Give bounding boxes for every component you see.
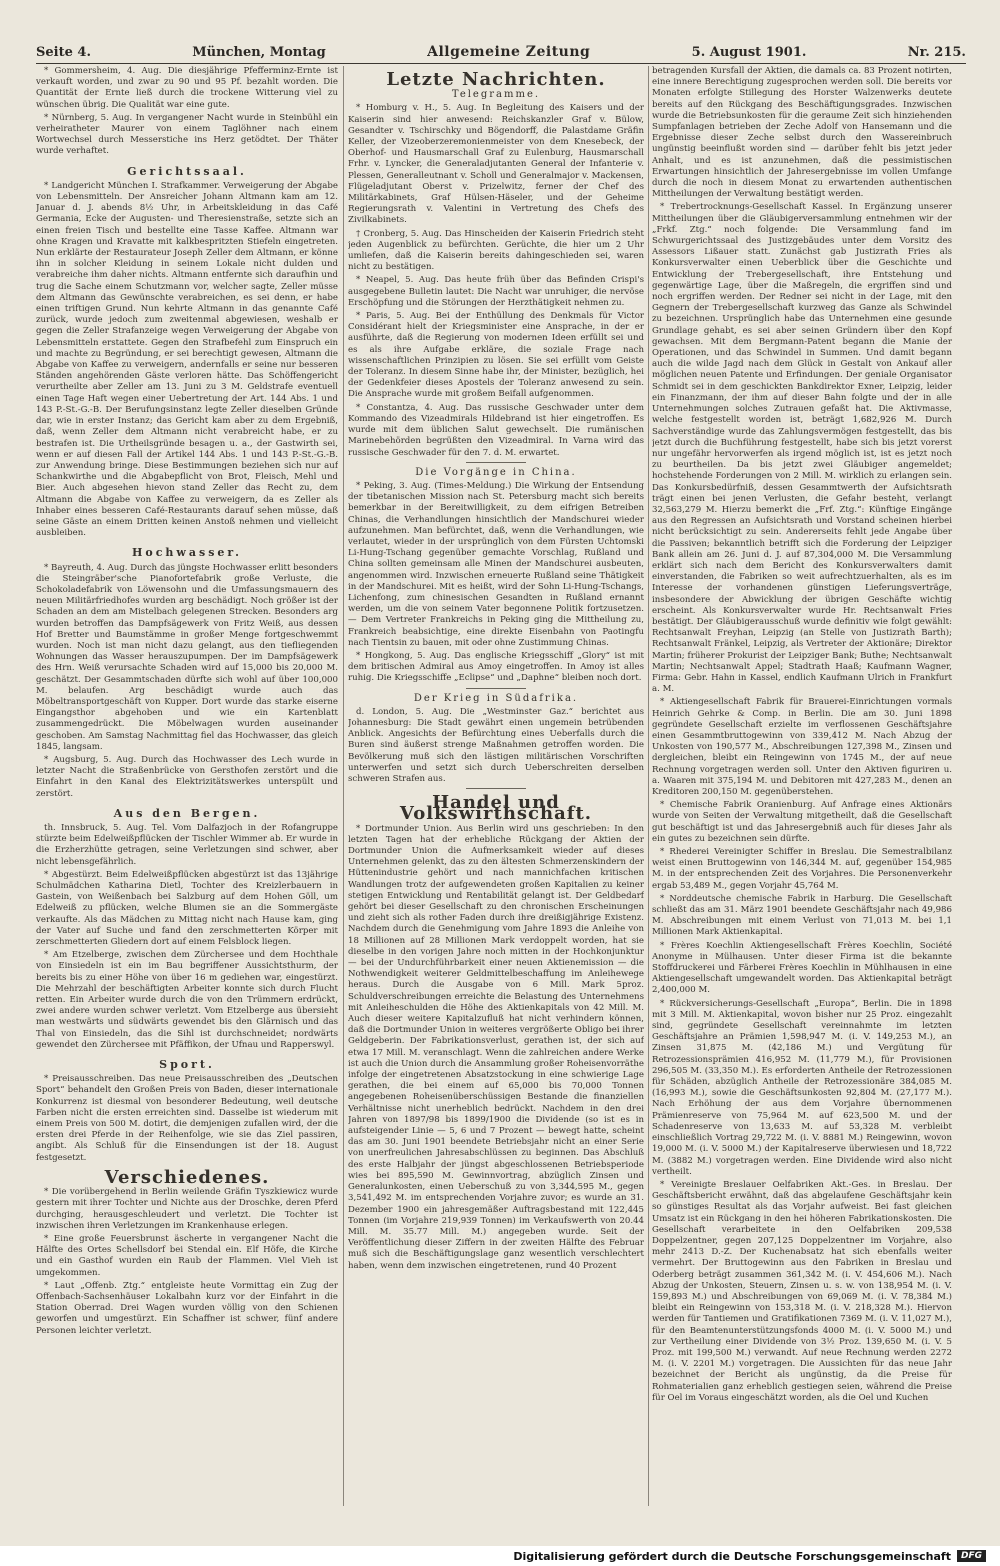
article-augsburg: * Augsburg, 5. Aug. Durch das Hochwasser des Lech wurde in letzter Nacht die Straßenbrücke von Gersthofen zerstört und die Einfahrt in den Kanal des Elektrizitätswerkes unterspült und zerstört. xyxy=(36,754,338,799)
article-bayreuth: * Bayreuth, 4. Aug. Durch das jüngste Hochwasser erlitt besonders die Steingräber'sche Pianofortefabrik große Verluste, die Schokoladefabrik von Löwensohn und die Umfassungsmauern des neuen Militärfriedhofes wurden arg beschädigt. Noch größer ist der Schaden an dem am Mistelbach gelegenen Strecken. Besonders arg wurden betroffen das Dampfsägewerk von Fritz Weiß, aus dessen Hof Bretter und Baumstämme in großer Menge fortgeschwemmt wurden. Noch ist man nicht dazu gelangt, aus den tiefliegenden Wohnungen das Wasser herauszupumpen. Der im Dampfsägewerk des Hrn. Weiß verursachte Schaden wird auf 15,000 bis 20,000 M. geschätzt. Der Gesammtschaden dürfte sich wohl auf über 100,000 M. belaufen. Arg beschädigt wurde auch das Möbeltransportgeschäft von Kupper. Dort wurde das starke eiserne Eingangsthor abgehoben und wie ein Kartenblatt zusammengedrückt. Die Möbelwagen wurden auseinander geschoben. Am Samstag Nachmittag fiel das Hochwasser, das gleich 1845, langsam. xyxy=(36,562,338,752)
article-innsbruck: th. Innsbruck, 5. Aug. Tel. Vom Dalfazjoch in der Rofangruppe stürzte beim Edelweißpflücken der Tischler Wimmer ab. Er wurde in die Erzherzhütte getragen, seine Verletzungen sind schwer, aber nicht lebensgefährlich. xyxy=(36,823,338,867)
issue-date: 5. August 1901. xyxy=(691,45,807,60)
dfg-logo: DFG xyxy=(957,1550,986,1562)
article-freres-koechlin: * Frères Koechlin Aktiengesellschaft Frères Koechlin, Société Anonyme in Mülhausen. Unter dieser Firma ist die bekannte Stoffdruckerei und Färberei Frères Koechlin in Mühlhausen in eine Aktiengesellschaft umgewandelt worden. Das Aktienkapital beträgt 2,400,000 M. xyxy=(652,940,952,996)
column-right xyxy=(652,66,952,1506)
article-nuernberg: * Nürnberg, 5. Aug. In vergangener Nacht wurde in Steinbühl ein verheiratheter Maurer von einem Taglöhner nach einem Wortwechsel durch Messerstiche ins Herz getödtet. Der Thäter wurde verhaftet. xyxy=(36,112,338,157)
article-abgestuerzt: * Abgestürzt. Beim Edelweißpflücken abgestürzt ist das 13jährige Schulmädchen Katharina Dietl, Tochter des Kreizlerbauern in Gastein, von Weißenbach bei Salzburg auf dem Hohen Göll, um Edelweiß zu pflücken, welche Blumen sie an die Sommergäste verkaufte. Als das Mädchen zu Mittag nicht nach Hause kam, ging der Vater auf Suche und fand den zerschmetterten Körper mit zerschmetterten Gliedern dort auf einem Felsblock liegen. xyxy=(36,869,338,948)
subheading-china: Die Vorgänge in China. xyxy=(415,466,577,478)
section-heading-misc: Verschiedenes. xyxy=(104,1166,270,1188)
section-heading-sport: Sport. xyxy=(159,1058,215,1072)
article-dortmunder-union-cont: betragenden Kursfall der Aktien, die damals ca. 83 Prozent notirten, eine innere Berechtigung zugesprochen werden soll. Die bereits vor Monaten erfolgte Stillegung des Horster Walzenwerks deutete bereits auf den Rückgang des Beschäftigungsgrades. Inzwischen wurde die Betriebsunkosten für die geraume Zeit sich hinziehenden Sumpfanlagen betrieben der Zeche Adolf von Hansemann und die Ergebnisse dieser Zeche selbst durch den Wassereinbruch ungünstig beeinflußt worden sind — darüber fehlt bis jetzt jeder Anhalt, und es ist anzunehmen, daß die pessimistischen Erwartungen hinsichtlich der Jahresergebnisse im vollen Umfange durch die noch in diesem Monat zu erwartenden authentischen Mittheilungen der Verwaltung bestätigt werden. xyxy=(652,66,952,200)
column-left xyxy=(36,66,338,1506)
masthead xyxy=(36,40,966,64)
article-oelfabriken-breslau: * Vereinigte Breslauer Oelfabriken Akt.-Ges. in Breslau. Der Geschäftsbericht erwähnt, daß das abgelaufene Geschäftsjahr kein so günstiges Resultat als das Vorjahr aufweist. Bei fast gleichen Umsatz ist ein Rückgang in den hei höheren Fabrikationskosten. Die Gesellschaft verarbeitete in den Oelfabriken 209,538 Doppelzentner, gegen 207,125 Doppelzentner im Vorjahre, also mehr 2413 D.-Z. Der Kuchenabsatz hat sich ebenfalls weiter vermehrt. Der Bruttogewinn aus den Fabriken in Breslau und Oderberg beträgt zusammen 361,342 M. (i. V. 454,606 M.). Nach Abzug der Unkosten, Steuern, Zinsen u. s. w. von 138,954 M. (i. V. 159,893 M.) und Abschreibungen von 69,069 M. (i. V. 78,384 M.) bleibt ein Reingewinn von 153,318 M. (i. V. 218,328 M.). Hiervon werden für Tantiemen und Gratifikationen 7369 M. (i. V. 11,027 M.), für den Beamtenunterstützungsfonds 4000 M. (i. V. 5000 M.) und zur Vertheilung einer Dividende von 3½ Proz. 139,650 M. (i. V. 5 Proz. mit 199,500 M.) verwandt. Auf neue Rechnung werden 2272 M. (i. V. 2201 M.) vorgetragen. Die Aussichten für das neue Jahr bezeichnet der Bericht als ungünstig, da die Preise für Rohmaterialien ganz erheblich gestiegen seien, während die Preise für Oel im Voraus eingeschätzt worden, als die Oel und Kuchen xyxy=(652,1179,952,1403)
article-paris: * Paris, 5. Aug. Bei der Enthüllung des Denkmals für Victor Considérant hielt der Kriegsminister eine Ansprache, in der er ausführte, daß die Regierung von modernen Ideen erfüllt sei und es als ihre Aufgabe erkläre, die soziale Frage nach wissenschaftlichen Prinzipien zu lösen. Sie sei erfüllt vom Geiste der Toleranz. In diesem Sinne habe ihr, der Minister, bezüglich, hei der Gedenkfeier dieses Apostels der Toleranz anwesend zu sein. Die Ansprache wurde mit großem Beifall aufgenommen. xyxy=(348,311,644,400)
column-divider xyxy=(343,66,344,1506)
subheading-south-africa: Der Krieg in Südafrika. xyxy=(413,692,579,704)
article-gommersheim: * Gommersheim, 4. Aug. Die diesjährige Pfefferminz-Ernte ist verkauft worden, und zwar zu 90 und 95 Pf. bezahlt worden. Die Quantität der Ernte ließ durch die trockene Witterung viel zu wünschen übrig. Die Qualität war eine gute. xyxy=(36,66,338,110)
footer-credit: Digitalisierung gefördert durch die Deutsche Forschungsgemeinschaft xyxy=(513,1549,951,1563)
article-preisausschreiben: * Preisausschreiben. Das neue Preisausschreiben des „Deutschen Sport“ behandelt den Großen Preis von Baden, dieser internationale Konkurrenz ist diesmal von besonderer Bedeutung, weil deutsche Farben nicht die ersten erreichten sind. Dasselbe ist wiederum mit einem Preis von 500 M. dotirt, die demjenigen zufallen wird, der die ersten drei Pferde in der Reihenfolge, wie sie das Ziel passiren, angibt. Als Schluß für die Einsendungen ist der 18. August festgesetzt. xyxy=(36,1074,338,1163)
article-tyszkiewicz: * Die vorübergehend in Berlin weilende Gräfin Tyszkiewicz wurde gestern mit ihrer Tochter und Nichte aus der Droschke, deren Pferd durchging, herausgeschleudert und verletzt. Die Tochter ist inzwischen ihren Verletzungen im Krankenhause erlegen. xyxy=(36,1187,338,1231)
digitization-footer xyxy=(0,1546,1000,1566)
article-dortmunder-union: * Dortmunder Union. Aus Berlin wird uns geschrieben: In den letzten Tagen hat der erhebliche Rückgang der Aktien der Dortmunder Union die Aufmerksamkeit wieder auf dieses Unternehmen gelenkt, das zu den ältesten Schmerzenskindern der Hüttenindustrie gehört und nach mannichfachen kritischen Wandlungen trotz der aufgewendeten großen Kapitalien zu keiner stetigen Entwicklung und Rentabilität gelangt ist. Der Geldbedarf gehört bei dieser Gesellschaft zu den chronischen Erscheinungen und zieht sich als rother Faden durch ihre dreißigjährige Existenz. Nachdem durch die Genehmigung vom Jahre 1893 die Anleihe von 18 Millionen auf 28 Millionen Mark verdoppelt worden, hat sie dieselbe in den vorigen Jahre noch mitten in der Hochkonjunktur — bei der Undurchführbarkeit einer neuen Aktienemission — die Nothwendigkeit weiterer Geldmittelbeschaffung im Anleihewege heraus. Durch die Ausgabe von 6 Mill. Mark 5proz. Schuldverschreibungen erreichte die Belastung des Unternehmens mit Anleiheschulden die Höhe des Aktienkapitals von 42 Mill. M. Auch dieser weitere Kapitalzufluß hat nicht verhindern können, daß die Dortmunder Union in weiteres vergrößerte Obligo bei ihrer Geldgeberin. Der Fabrikationsverlust, gerathen ist, der sich auf etwa 17 Mill. M. veranschlagt. Wenn die zahlreichen andere Werke ist auch die Union durch die Ansammlung großer Roheisenvorräthe infolge der eingetretenen Absatzstockung in eine schwierige Lage gerathen, die bei einem auf 65,000 bis 70,000 Tonnen angegebenen Roheisenüberschüssigen Bestande die finanziellen Verhältnisse nicht unerheblich bedrückt. Nachdem in den drei Jahren von 1897/98 bis 1899/1900 die Dividende (so ist es in aufsteigender Linie — 5, 6 und 7 Prozent — bewegt hatte, scheint das am 30. Juni 1901 beendete Betriebsjahr nicht an einer Serie von unerfreulichen Jahresabschlüssen zu beginnen. Das Abschluß des erste Halbjahr der jüngst abgeschlossenen Betriebsperiode wies bei 895,590 M. Gewinnvortrag, abzüglich Zinsen und Generalunkosten, einen Ueberschuß zu von 3,344,595 M., gegen 3,541,492 M. im entsprechenden Vorjahre zuvor; es wurde an 31. Dezember 1900 ein jahresgemäßer Auftragsbestand mit 122,445 Tonnen (im Vorjahre 219,939 Tonnen) im Verkaufswerth von 20.44 Mill. M. 35.77 Mill. M.) angegeben wurde. Seit der Veröffentlichung dieser Ziffern in der zweiten Hälfte des Februar muß sich die Beschäftigungslage ganz wesentlich verschlechtert haben, wenn dem inzwischen eingetretenen, rund 40 Prozent xyxy=(348,823,644,1271)
article-hongkong: * Hongkong, 5. Aug. Das englische Kriegsschiff „Glory“ ist mit dem britischen Admiral aus Amoy eingetroffen. In Amoy ist alles ruhig. Die Kriegsschiffe „Eclipse“ und „Daphne“ bleiben noch dort. xyxy=(348,650,644,684)
article-homburg: * Homburg v. H., 5. Aug. In Begleitung des Kaisers und der Kaiserin sind hier anwesend: Reichskanzler Graf v. Bülow, Gesandter v. Tschirschky und Bögendorff, die Palastdame Gräfin Keller, der Vizeoberzeremonienmeister von dem Knesebeck, der Oberhof- und Hausmarschall Graf zu Eulenburg, Hausmarschall Frhr. v. Lyncker, die Generaladjutanten General der Infanterie v. Plessen, Generalleutnant v. Scholl und Generalmajor v. Mackensen, Flügeladjutant Oberst v. Prizelwitz, ferner der Chef des Militärkabinets, Graf Hülsen-Häseler, und der Geheime Regierungsrath v. Valentini in Vertretung des Chefs des Zivilkabinets. xyxy=(348,103,644,226)
column-middle xyxy=(348,66,644,1506)
article-peking: * Peking, 3. Aug. (Times-Meldung.) Die Wirkung der Entsendung der tibetanischen Mission nach St. Petersburg macht sich bereits bemerkbar in der Bereitwilligkeit, zu dem eifrigen Betreiben Chinas, die Verhandlungen hinsichtlich der Mandschurei wieder aufzunehmen. Man befürchtet, daß, wenn die Verhandlungen, wie verlautet, wieder in der ursprünglich von dem Fürsten Uchtomski Li-Hung-Tschang gegenüber gemachte Vorschlag, Rußland und China sollten gemeinsam alle Minen der Mandschurei ausbeuten, angenommen wird. Inzwischen erneuerte Rußland seine Thätigkeit in der Mandschurei. Mit es heißt, wird der Sohn Li-Hung-Tschangs, Lichenfong, zum chinesischen Gesandten in Rußland ernannt werden, um die von seinem Vater begonnene Politik fortzusetzen. — Dem Vertreter Frankreichs in Peking ging die Mittheilung zu, Frankreich beabsichtige, eine direkte Eisenbahn von Paotingfu nach Tientsin zu bauen, mit oder ohne Zustimmung Chinas. xyxy=(348,480,644,648)
article-brauerei-einrichtungen: * Aktiengesellschaft Fabrik für Brauerei-Einrichtungen vormals Heinrich Gehrke & Comp. in Berlin. Die am 30. Juni 1898 gegründete Gesellschaft erzielte im verflossenen Geschäftsjahre einen Gesammtbruttogewinn von 339,412 M. Nach Abzug der Unkosten von 190,577 M., Abschreibungen 127,398 M., Zinsen und dergleichen, bleibt ein Reingewinn von 1745 M., der auf neue Rechnung vorgetragen werden soll. Unter den Aktiven figuriren u. a. Waaren mit 375,194 M. und Debitoren mit 427,283 M., denen an Kreditoren 200,150 M. gegenüberstehen. xyxy=(652,697,952,797)
article-trebertrocknung: * Trebertrocknungs-Gesellschaft Kassel. In Ergänzung unserer Mittheilungen über die Gläubigerversammlung entnehmen wir der „Frkf. Ztg.“ noch folgende: Die Versammlung fand im Schwurgerichtssaal des Justizgebäudes unter dem Vorsitz des Assessors Lißauer statt. Zunächst gab Justizrath Fries als Konkursverwalter einen Ueberblick über die Geschichte und Entwicklung der Trebergesellschaft, ihre Entstehung und gegenwärtige Lage, über die Maßregeln, die ergriffen sind und noch ergriffen werden. Der Redner sei nicht in der Lage, mit den Gegnern der Trebergesellschaft kurzweg das Ganze als Schwindel zu bezeichnen. Ursprünglich habe das Unternehmen eine gesunde Grundlage gehabt, es sei aber seinen Gründern über den Kopf gewachsen. Mit dem Bergmann-Patent begann die Manie der Operationen, und das Schwindel in Summen. Und damit begann auch die wilde Jagd nach dem Glück in Gestalt von Ankauf aller möglichen neuen Patente und Erfindungen. Der geniale Organisator Schmidt sei in dem geschickten Bankdirektor Exner, Leipzig, leider ein Finanzmann, der ihm auf dieser Bahn folgte und der in alle Unternehmungen solches Zutrauen gefaßt hat. Die Aktivmasse, welche festgestellt worden ist, beträgt 1,682,926 M. Durch Sachverständige wurde das Zahlungsvermögen festgestellt, das bis jetzt durch die Buchführung festgestellt, habe sich bis jetzt vorerst nur ungefähr hervorwerfen als irgend möglich ist, ist es jetzt noch zu beurtheilen. Da bis jetzt zwei Gläubiger angemeldet; hochstehende Forderungen von 2 Mill. M. wirklich zu erlangen sein. Das Konkursbedürfniß, dessen Gesammtwerth der Aufsichtsrath trägt einen bei jenen Verlusten, die Gefahr besteht, verlangt 32,563,279 M. Hierzu bemerkt die „Frf. Ztg.“: Künftige Eingänge aus den Regressen an Aufsichtsrath und Vorstand scheinen hierbei nicht berücksichtigt zu sein. Andererseits fehlt jede Angabe über die Passiven; bekanntlich betrifft sich die Forderung der Leipziger Bank allein am 26. Juni d. J. auf 87,304,000 M. Die Versammlung erklärt sich nach dem Bericht des Konkursverwalters damit einverstanden, die Fabriken so weit aufrechtzuerhalten, als es im Interesse der vorhandenen günstigen Lieferungsverträge, insbesondere der Abwicklung der übrigen Geschäfte wichtig erscheint. Als Konkursverwalter wurde Hr. Rechtsanwalt Fries bestätigt. Der Gläubigerausschuß wurde definitiv wie folgt gewählt: Rechtsanwalt Freyhan, Leipzig (an Stelle von Justizrath Barth); Rechtsanwalt Fränkel, Leipzig, als Vertreter der Aktionäre; Direktor Martin; früherer Prokurist der Leipziger Bank; Buthe; Nechtsanwalt Martin; Nechtsanwalt Appel; Stadtrath Haaß; Kaufmann Wagner, Firma: Gebr. Hahn in Kassel, endlich Kaufmann Ulrich in Frankfurt a. M. xyxy=(652,202,952,695)
section-heading-mountains: Aus den Bergen. xyxy=(113,806,261,820)
column-divider xyxy=(648,66,649,1506)
section-heading-court: Gerichtssaal. xyxy=(127,164,247,178)
article-etzelberg: * Am Etzelberge, zwischen dem Zürchersee und dem Hochthale von Einsiedeln ist ein im Bau begriffener Aussichtsthurm, der bereits bis zu einer Höhe von über 16 m gediehen war, eingestürzt. Die Mehrzahl der beschäftigten Arbeiter konnte sich durch Flucht retten. Ein Arbeiter wurde durch die von den Trümmern erdrückt, zwei andere wurden schwer verletzt. Vom Etzelberge aus übersieht man westwärts und südwärts gewendet bis den Glärnisch und das Thal von Einsiedeln, das die Sihl ist durchschneidet; nordwärts gewendet den Zürchersee mit Pfäffikon, der Ufnau und Rapperswyl. xyxy=(36,950,338,1050)
article-feuersbrunst: * Eine große Feuersbrunst äscherte in vergangener Nacht die Hälfte des Ortes Schellsdorf bei Stendal ein. Elf Höfe, die Kirche und ein Gasthof wurden ein Raub der Flammen. Viel Vieh ist umgekommen. xyxy=(36,1233,338,1278)
separator xyxy=(466,688,526,689)
article-chemische-fabrik-oranienburg: * Chemische Fabrik Oranienburg. Auf Anfrage eines Aktionärs wurde von Seiten der Verwaltung mitgetheilt, daß die Gesellschaft gut beschäftigt ist und das Jahresergebniß auch für dieses Jahr als ein gutes zu bezeichnen sein dürfte. xyxy=(652,800,952,844)
article-cronberg: † Cronberg, 5. Aug. Das Hinscheiden der Kaiserin Friedrich steht jeden Augenblick zu befürchten. Gerüchte, die hier um 2 Uhr umliefen, daß die Kaiserin bereits dahingeschieden sei, waren nicht zu bestätigen. xyxy=(348,228,644,273)
section-heading-flood: Hochwasser. xyxy=(131,546,243,560)
article-neapel: * Neapel, 5. Aug. Das heute früh über das Befinden Crispi's ausgegebene Bulletin lautet: Die Nacht war unruhiger, die nervöse Erschöpfung und die Störungen der Herzthätigkeit nehmen zu. xyxy=(348,275,644,308)
article-offenbach: * Laut „Offenb. Ztg.“ entgleiste heute Vormittag ein Zug der Offenbach-Sachsenhäuser Lokalbahn kurz vor der Einfahrt in die Station Oberrad. Drei Wagen wurden völlig von den Schienen geworfen und umgestürzt. Ein Schaffner ist schwer, fünf andere Personen leichter verletzt. xyxy=(36,1280,338,1336)
separator xyxy=(466,462,526,463)
article-landgericht: * Landgericht München I. Strafkammer. Verweigerung der Abgabe von Lebensmitteln. Der Ansreicher Johann Altmann kam am 12. Januar d. J. abends 8½ Uhr, in Arbeitskleidung in das Café Germania, Ecke der Augusten- und Theresienstraße, setzte sich an einen freien Tisch und bestellte eine Tasse Kaffee. Altmann war ohne Kragen und Kravatte mit kalkbespritzten Stiefeln eingetreten. Nun erklärte der Restaurateur Joseph Zeller dem Altmann, er könne ihn in solcher Kleidung in seinem Lokale nicht dulden und verabreiche ihm daher nichts. Altmann entfernte sich daraufhin und trug die Sache einem Schutzmann vor, welcher sagte, Zeller müsse dem Altmann das Gewünschte verabreichen, es sei denn, er habe einen triftigen Grund. Nun kehrte Altmann in das genannte Café zurück, wurde jedoch zum zweitenmal abgewiesen, weshalb er gegen die Zeller Strafanzeige wegen Verweigerung der Abgabe von Lebensmitteln erstattete. Gegen den Strafbefehl zum Einspruch ein und machte zu Begründung, er sei berechtigt gewesen, Altmann die Abgabe von Kaffee zu verweigern, andernfalls er seine nur besseren Ständen angehörenden Gäste verloren hätte. Das Schöffengericht verurtheilte aber Zeller am 13. Juni zu 3 M. Geldstrafe eventuell einen Tage Haft wegen einer Uebertretung der Art. 144 Abs. 1 und 143 P.-St.-G.-B. Der Berufungsinstanz legte Zeller dieselben Gründe dar, wie in erster Instanz; das Gericht kam aber zu dem Ergebniß, daß, wenn Zeller dem Altmann nicht verabreicht habe, er zu bestrafen ist. Die Urtheilsgründe besagen u. a., der Gastwirth sei, wenn er auf diesen Fall der Artikel 144 Abs. 1 und 143 P.-St.-G.-B. zur Anwendung bringe. Diese Bestimmungen beziehen sich nur auf Schankwirthe und die Abgabepflicht von Brot, Fleisch, Mehl und Bier. Auch abgesehen hievon stand Zeller das Recht zu, dem Altmann die Abgabe von Kaffee zu verweigern, da es Zeller als Inhaber eines besseren Café-Restaurants darauf sehen müsse, daß seine Gäste an einem Dritten keinen Anstoß nehmen und vielleicht ausbleiben. xyxy=(36,180,338,539)
subheading-telegrams: Telegramme. xyxy=(451,89,541,101)
separator xyxy=(466,788,526,789)
page-number: Seite 4. xyxy=(36,45,91,60)
place-day: München, Montag xyxy=(192,45,326,60)
section-heading-latest-news: Letzte Nachrichten. xyxy=(386,69,606,90)
article-rhederei-breslau: * Rhederei Vereinigter Schiffer in Breslau. Die Semestralbilanz weist einen Bruttogewinn von 146,344 M. auf, gegenüber 154,985 M. in der entsprechenden Zeit des Vorjahres. Die Personenverkehr ergab 53,489 M., gegen Vorjahr 45,764 M. xyxy=(652,847,952,891)
article-constantza: * Constantza, 4. Aug. Das russische Geschwader unter dem Kommando des Vizeadmirals Hildebrand ist hier eingetroffen. Es wurde mit dem üblichen Salut gewechselt. Die rumänischen Marinebehörden begrüßten den Vizeadmiral. In Varna wird das russische Geschwader für den 7. d. M. erwartet. xyxy=(348,402,644,458)
newspaper-title: Allgemeine Zeitung xyxy=(427,44,591,60)
section-heading-trade: Handel und Volkswirthschaft. xyxy=(399,792,593,825)
article-london: d. London, 5. Aug. Die „Westminster Gaz.“ berichtet aus Johannesburg: Die Stadt gewährt einen ungemein betrübenden Anblick. Angesichts der Befürchtung eines Ueberfalls durch die Buren sind äußerst strenge Maßnahmen getroffen worden. Die Bevölkerung muß sich den lästigen militärischen Vorschriften unterwerfen und setzt sich durch Ueberschreiten derselben schweren Strafen aus. xyxy=(348,706,644,784)
article-chemische-fabrik-harburg: * Norddeutsche chemische Fabrik in Harburg. Die Gesellschaft schließt das am 31. März 1901 beendete Geschäftsjahr nach 49,986 M. Abschreibungen mit einem Verlust von 71,013 M. bei 1,1 Millionen Mark Aktienkapital. xyxy=(652,893,952,938)
issue-number: Nr. 215. xyxy=(907,45,966,60)
article-europa: * Rückversicherungs-Gesellschaft „Europa“, Berlin. Die in 1898 mit 3 Mill. M. Aktienkapital, wovon bisher nur 25 Proz. eingezahlt sind, gegründete Gesellschaft vereinnahmte im letzten Geschäftsjahre an Prämien 1,598,947 M. (i. V. 149,253 M.), an Zinsen 31,875 M. (42,186 M.) und Vergütung für Retrozessionsprämien 416,952 M. (11,779 M.), für Provisionen 296,505 M. (33,350 M.). Es erforderten Antheile der Retrozessionen für Schäden, abzüglich Antheile der Retrozessionäre 384,085 M. (16,993 M.), sowie die Geschäftsunkosten 92,804 M. (27,177 M.). Nach Erhöhung der aus dem Vorjahre übernommenen Prämienreserve von 75,964 M. auf 623,500 M. und der Schadenreserve von 13,633 M. auf 53,328 M. verbleibt einschließlich Vortrag 29,722 M. (i. V. 8881 M.) Reingewinn, wovon 19,000 M. (i. V. 5000 M.) der Kapitalreserve überwiesen und 18,722 M. (3882 M.) vorgetragen werden. Eine Dividende wird also nicht vertheilt. xyxy=(652,998,952,1177)
